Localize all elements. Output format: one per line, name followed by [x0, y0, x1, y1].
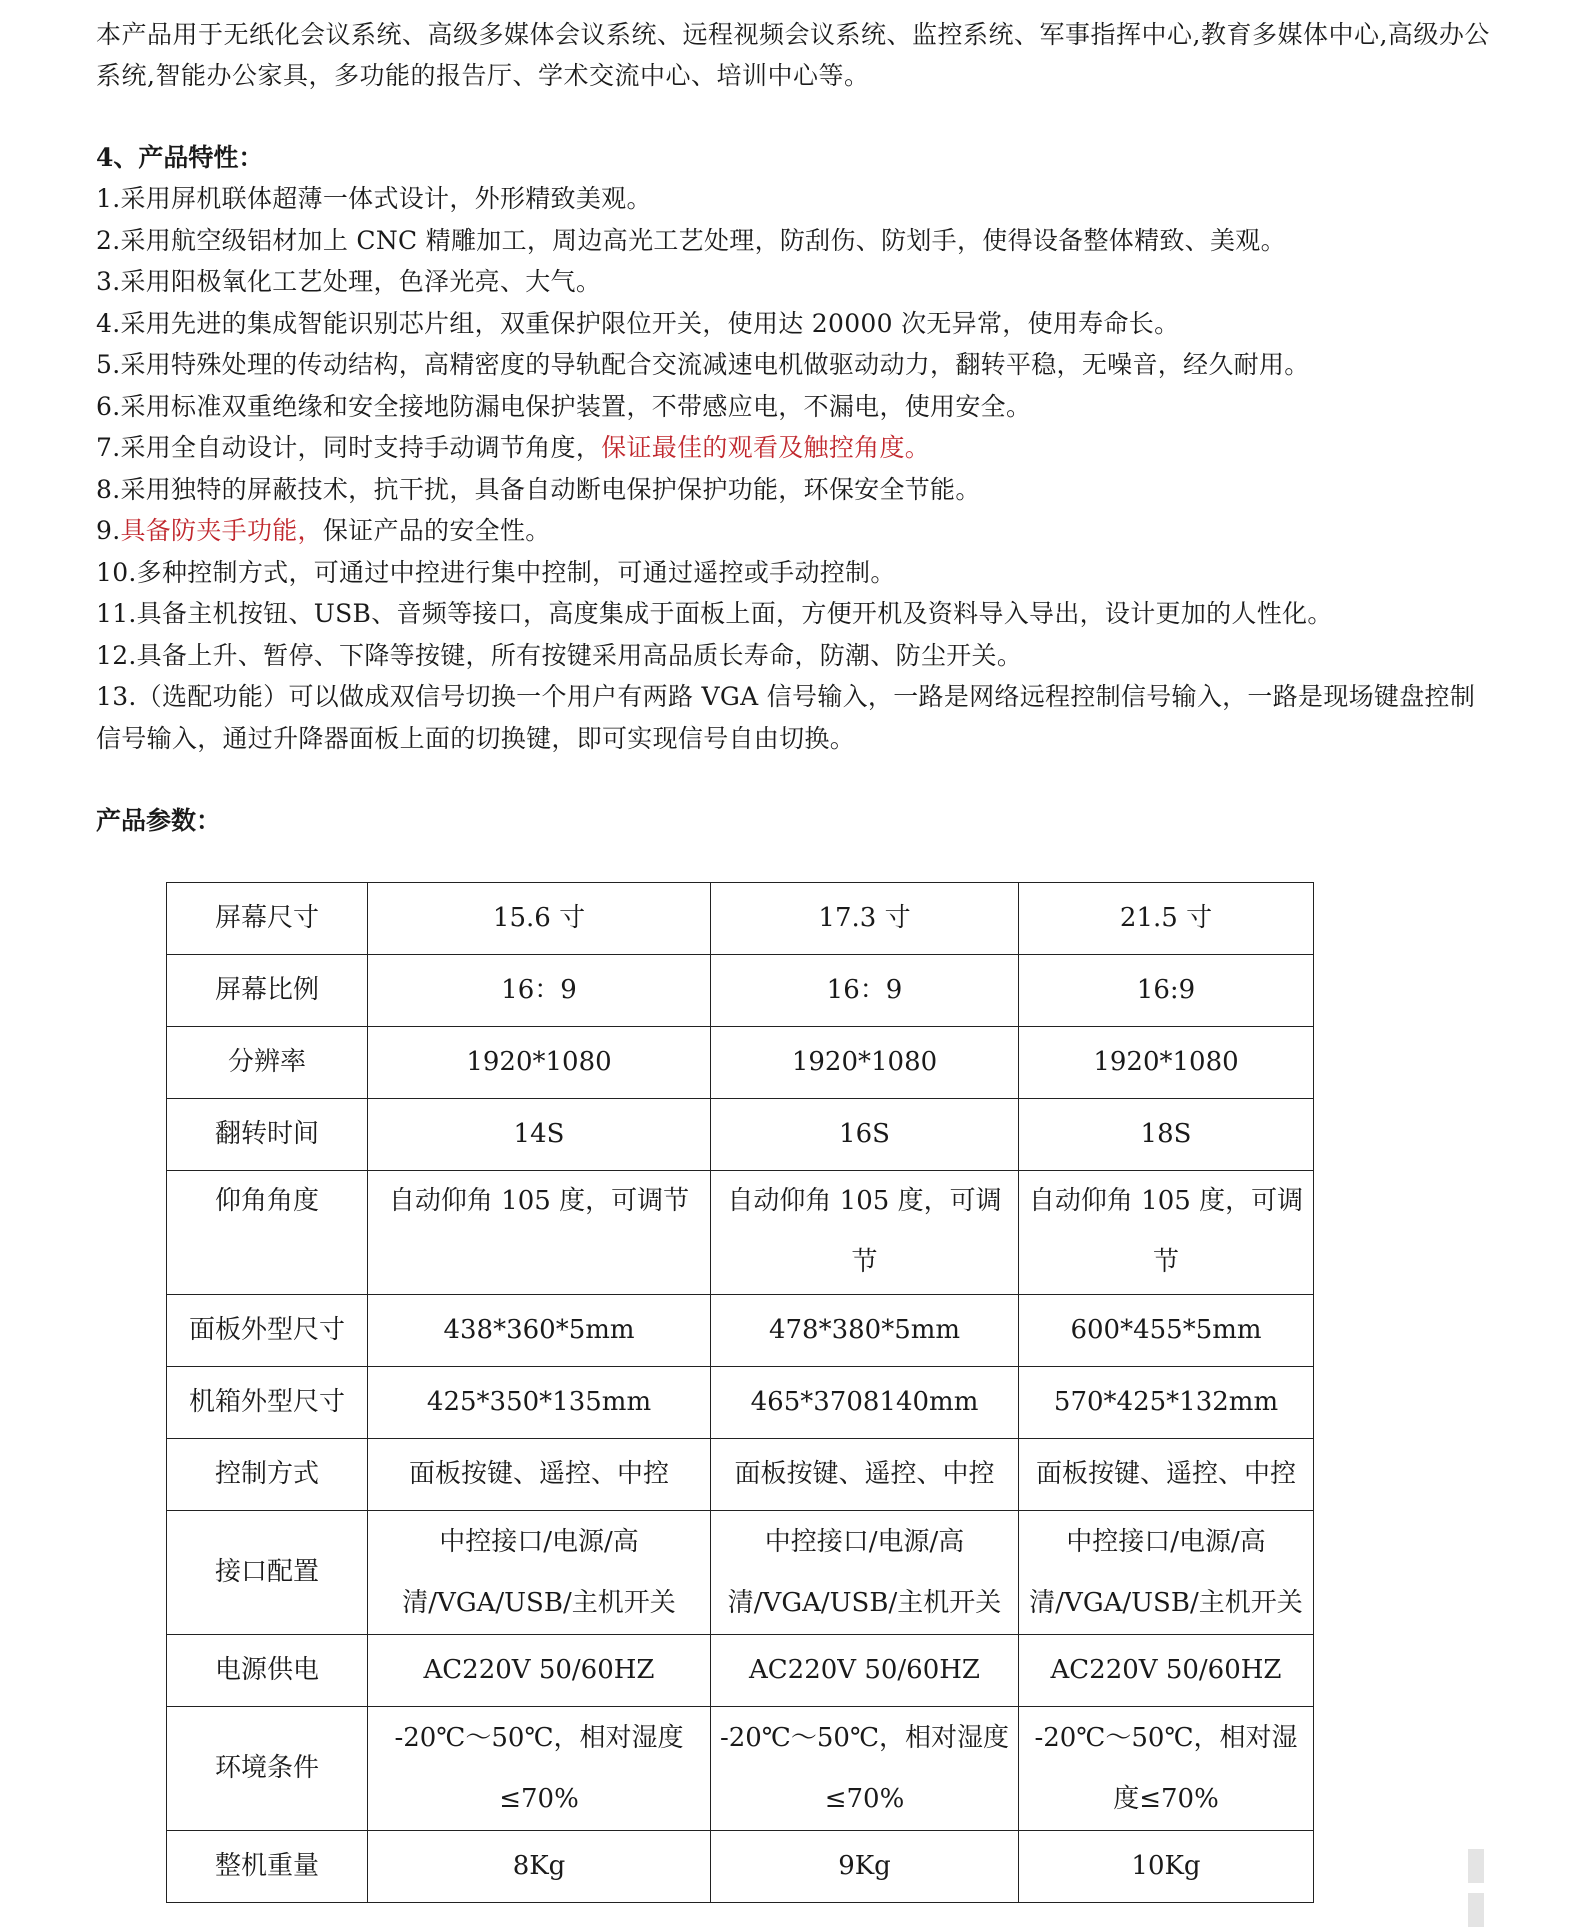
param-value: 14S — [368, 1099, 711, 1171]
param-value: 16S — [711, 1099, 1019, 1171]
feature-item-10: 10.多种控制方式，可通过中控进行集中控制，可通过遥控或手动控制。 — [96, 557, 896, 587]
param-value: 10Kg — [1019, 1831, 1314, 1903]
table-row — [167, 1171, 1314, 1295]
param-value: 465*3708140mm — [711, 1367, 1019, 1439]
param-value: 面板按键、遥控、中控 — [368, 1439, 711, 1511]
param-value: 16：9 — [368, 955, 711, 1027]
param-value: 自动仰角 105 度，可调节 — [368, 1171, 711, 1295]
table-row — [167, 955, 1314, 1027]
feature-item-2: 2.采用航空级铝材加上 CNC 精雕加工，周边高光工艺处理，防刮伤、防划手，使得设备整体精致、美观。 — [96, 225, 1286, 255]
param-value: 1920*1080 — [1019, 1027, 1314, 1099]
param-value: 438*360*5mm — [368, 1295, 711, 1367]
param-label: 环境条件 — [167, 1707, 368, 1831]
param-value: 中控接口/电源/高清/VGA/USB/主机开关 — [368, 1511, 711, 1635]
table-row — [167, 1831, 1314, 1903]
param-value: 自动仰角 105 度，可调节 — [711, 1171, 1019, 1295]
param-value: 478*380*5mm — [711, 1295, 1019, 1367]
table-row — [167, 1027, 1314, 1099]
param-label: 仰角角度 — [167, 1171, 368, 1295]
param-value: -20℃～50℃，相对湿度≤70% — [368, 1707, 711, 1831]
param-value: 18S — [1019, 1099, 1314, 1171]
table-row — [167, 1439, 1314, 1511]
param-label: 整机重量 — [167, 1831, 368, 1903]
param-value: 面板按键、遥控、中控 — [711, 1439, 1019, 1511]
feature-item-13: 13.（选配功能）可以做成双信号切换一个用户有两路 VGA 信号输入，一路是网络远程控制信号输入，一路是现场键盘控制信号输入，通过升降器面板上面的切换键，即可实现信号自由切换。 — [96, 682, 1476, 753]
table-row — [167, 883, 1314, 955]
table-row — [167, 1707, 1314, 1831]
param-label: 分辨率 — [167, 1027, 368, 1099]
param-value: 8Kg — [368, 1831, 711, 1903]
table-row — [167, 1511, 1314, 1635]
table-row — [167, 1295, 1314, 1367]
param-value: 1920*1080 — [711, 1027, 1019, 1099]
param-label: 面板外型尺寸 — [167, 1295, 368, 1367]
params-table — [166, 882, 1314, 1903]
param-value: 425*350*135mm — [368, 1367, 711, 1439]
feature-highlight: 保证最佳的观看及触控角度。 — [601, 433, 931, 462]
param-value: -20℃～50℃，相对湿度≤70% — [1019, 1707, 1314, 1831]
param-value: 1920*1080 — [368, 1027, 711, 1099]
page-edge-marker — [1468, 1849, 1484, 1883]
document-page — [96, 14, 1496, 841]
feature-item-1: 1.采用屏机联体超薄一体式设计，外形精致美观。 — [96, 184, 652, 213]
param-value: 15.6 寸 — [368, 883, 711, 955]
table-row — [167, 1099, 1314, 1171]
feature-item-11: 11.具备主机按钮、USB、音频等接口，高度集成于面板上面，方便开机及资料导入导出，设计更加的人性化。 — [96, 599, 1333, 628]
features-list — [96, 178, 1496, 759]
param-value: 570*425*132mm — [1019, 1367, 1314, 1439]
feature-item-5: 5.采用特殊处理的传动结构，高精密度的导轨配合交流减速电机做驱动动力，翻转平稳，无噪音，经久耐用。 — [96, 350, 1310, 379]
param-value: AC220V 50/60HZ — [368, 1635, 711, 1707]
param-value: 面板按键、遥控、中控 — [1019, 1439, 1314, 1511]
param-value: 17.3 寸 — [711, 883, 1019, 955]
params-heading: 产品参数： — [96, 806, 222, 835]
feature-highlight: 具备防夹手功能， — [120, 516, 323, 545]
param-label: 接口配置 — [167, 1511, 368, 1635]
feature-item-8: 8.采用独特的屏蔽技术，抗干扰，具备自动断电保护保护功能，环保安全节能。 — [96, 474, 981, 504]
feature-item-9: 9.具备防夹手功能，保证产品的安全性。 — [96, 516, 551, 545]
param-value: 21.5 寸 — [1019, 883, 1314, 955]
param-value: 16：9 — [711, 955, 1019, 1027]
table-row — [167, 1635, 1314, 1707]
param-value: 16:9 — [1019, 955, 1314, 1027]
page-edge-marker — [1468, 1893, 1484, 1927]
param-value: -20℃～50℃，相对湿度≤70% — [711, 1707, 1019, 1831]
param-label: 翻转时间 — [167, 1099, 368, 1171]
feature-item-6: 6.采用标准双重绝缘和安全接地防漏电保护装置，不带感应电，不漏电，使用安全。 — [96, 391, 1032, 421]
param-label: 屏幕尺寸 — [167, 883, 368, 955]
param-value: 9Kg — [711, 1831, 1019, 1903]
param-value: 中控接口/电源/高清/VGA/USB/主机开关 — [711, 1511, 1019, 1635]
param-value: 自动仰角 105 度，可调节 — [1019, 1171, 1314, 1295]
param-label: 电源供电 — [167, 1635, 368, 1707]
feature-item-3: 3.采用阳极氧化工艺处理，色泽光亮、大气。 — [96, 267, 602, 296]
feature-item-4: 4.采用先进的集成智能识别芯片组，双重保护限位开关，使用达 20000 次无异常，使用寿命长。 — [96, 308, 1180, 338]
feature-item-7: 7.采用全自动设计，同时支持手动调节角度，保证最佳的观看及触控角度。 — [96, 433, 931, 462]
param-value: AC220V 50/60HZ — [711, 1635, 1019, 1707]
param-value: 600*455*5mm — [1019, 1295, 1314, 1367]
param-value: 中控接口/电源/高清/VGA/USB/主机开关 — [1019, 1511, 1314, 1635]
intro-paragraph: 本产品用于无纸化会议系统、高级多媒体会议系统、远程视频会议系统、监控系统、军事指挥中心,教育多媒体中心,高级办公系统,智能办公家具，多功能的报告厅、学术交流中心、培训中心等。 — [96, 20, 1490, 90]
table-row — [167, 1367, 1314, 1439]
features-heading: 4、产品特性： — [96, 143, 264, 172]
param-value: AC220V 50/60HZ — [1019, 1635, 1314, 1707]
param-label: 控制方式 — [167, 1439, 368, 1511]
feature-item-12: 12.具备上升、暂停、下降等按键，所有按键采用高品质长寿命，防潮、防尘开关。 — [96, 640, 1023, 670]
param-label: 机箱外型尺寸 — [167, 1367, 368, 1439]
param-label: 屏幕比例 — [167, 955, 368, 1027]
